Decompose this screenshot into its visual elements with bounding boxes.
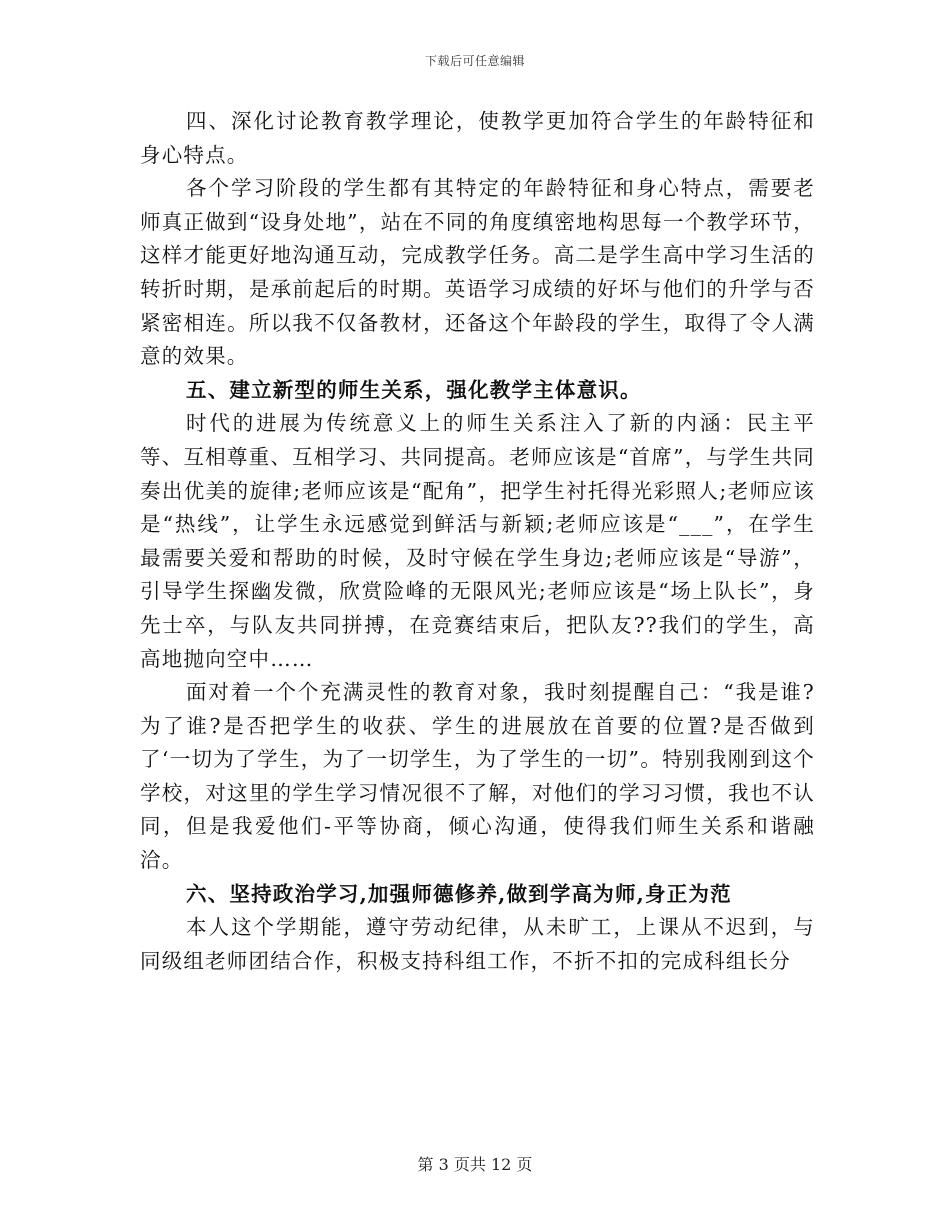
section-six-heading: 六、坚持政治学习,加强师德修养,做到学高为师,身正为范 (186, 881, 732, 906)
page-header: 下载后可任意编辑 (424, 54, 525, 68)
section-four-heading: 四、深化讨论教育教学理论，使教学更加符合学生的年龄特征和身心特点。 (140, 109, 815, 167)
page-number-footer: 第 3 页共 12 页 (417, 1155, 533, 1174)
body-paragraph: 面对着一个个充满灵性的教育对象，我时刻提醒自己：“我是谁?为了谁?是否把学生的收获、学生的进展放在首要的位置?是否做到了‘一切为了学生，为了一切学生，为了学生的一切”。特别我刚到这个学校，对这里的学生学习情况很不了解，对他们的学习习惯，我也不认同，但是我爱他们-平等协商，倾心沟通，使得我们师生关系和谐融洽。 (140, 680, 815, 873)
document-body (140, 105, 815, 978)
section-five-heading: 五、建立新型的师生关系，强化教学主体意识。 (186, 377, 642, 402)
body-paragraph: 各个学习阶段的学生都有其特定的年龄特征和身心特点，需要老师真正做到“设身处地”，站在不同的角度缜密地构思每一个教学环节，这样才能更好地沟通互动，完成教学任务。高二是学生高中学习生活的转折时期，是承前起后的时期。英语学习成绩的好坏与他们的升学与否紧密相连。所以我不仅备教材，还备这个年龄段的学生，取得了令人满意的效果。 (140, 176, 815, 369)
body-paragraph: 时代的进展为传统意义上的师生关系注入了新的内涵：民主平等、互相尊重、互相学习、共同提高。老师应该是“首席”，与学生共同奏出优美的旋律;老师应该是“配角”，把学生衬托得光彩照人;老师应该是“热线”，让学生永远感觉到鲜活与新颖;老师应该是“___”，在学生最需要关爱和帮助的时候，及时守候在学生身边;老师应该是“导游”，引导学生探幽发微，欣赏险峰的无限风光;老师应该是“场上队长”，身先士卒，与队友共同拼搏，在竞赛结束后，把队友??我们的学生，高高地抛向空中…… (140, 411, 815, 671)
body-paragraph: 本人这个学期能，遵守劳动纪律，从未旷工，上课从不迟到，与同级组老师团结合作，积极支持科组工作，不折不扣的完成科组长分 (140, 915, 815, 973)
